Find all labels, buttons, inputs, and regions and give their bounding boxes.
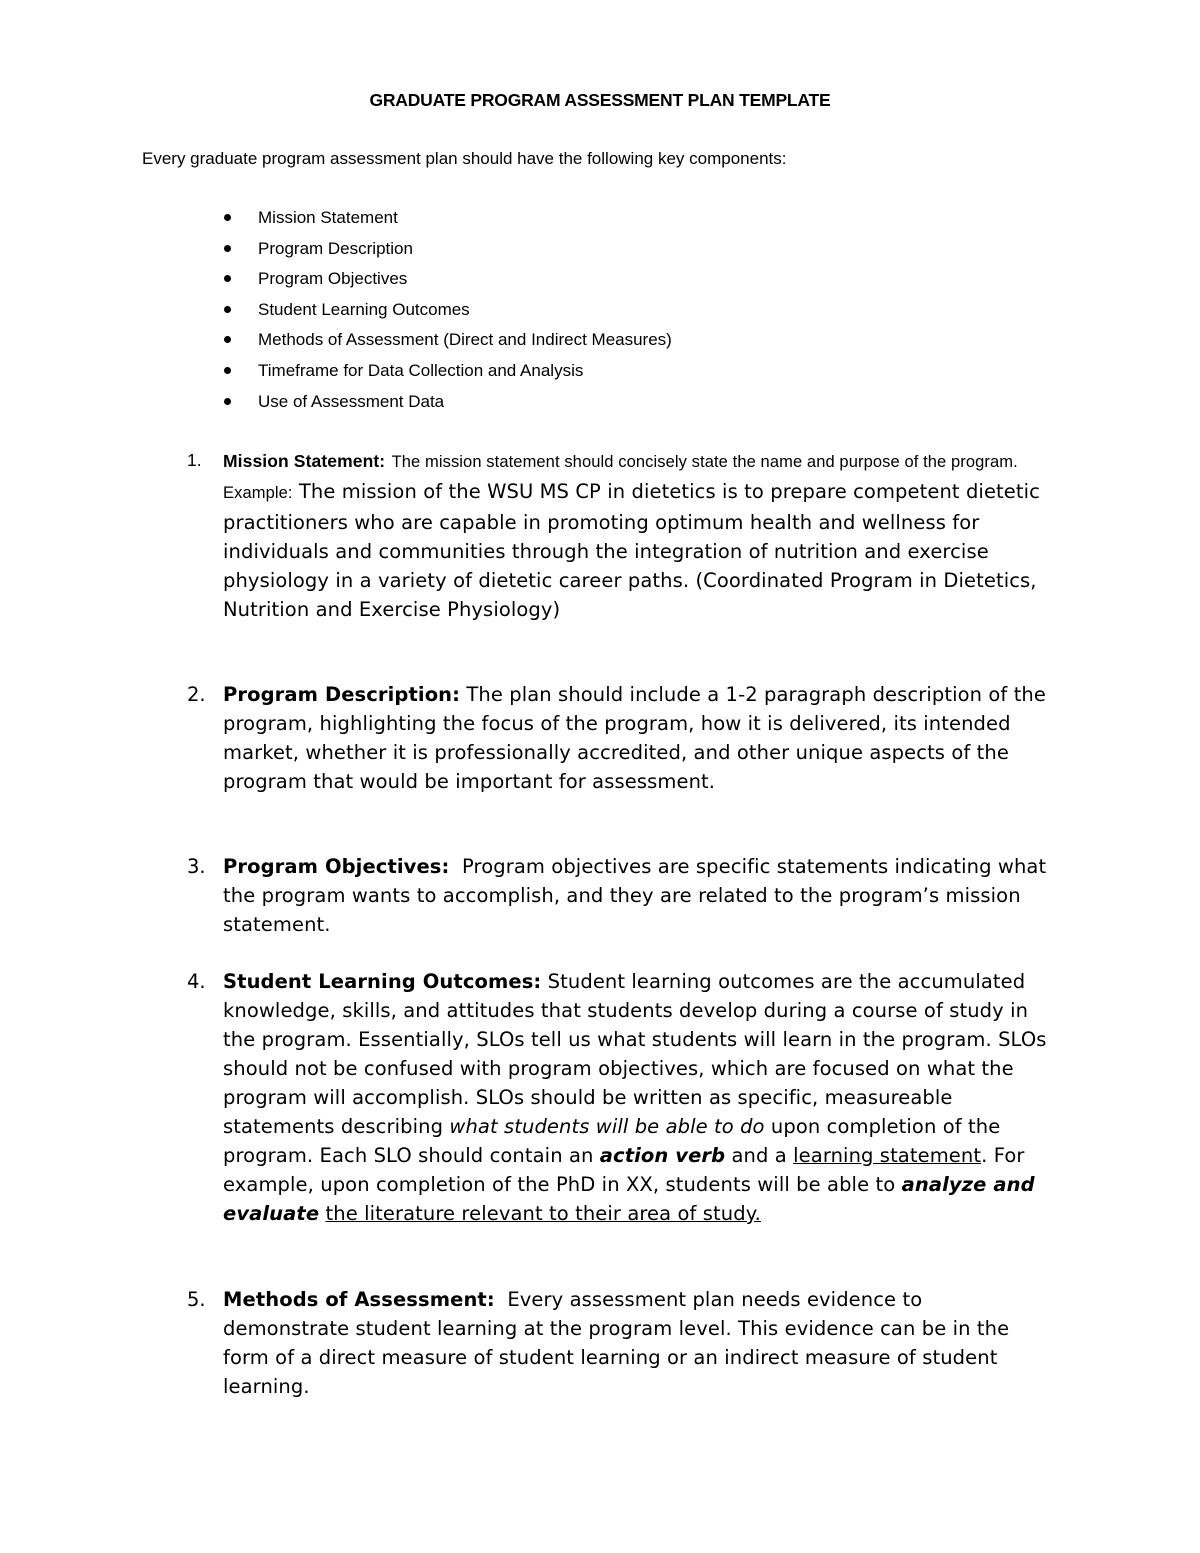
intro-text: Every graduate program assessment plan should have the following key components: [142, 149, 787, 168]
section-heading: Program Description: [223, 683, 461, 706]
list-item: Program Description [224, 236, 672, 267]
section-number: 3. [187, 855, 206, 878]
bullet-icon [224, 398, 231, 405]
bullet-icon [224, 245, 231, 252]
section-heading: Program Objectives: [223, 855, 450, 878]
list-item: Timeframe for Data Collection and Analysis [224, 358, 672, 389]
emphasis-text: analyze and evaluate [223, 1173, 1035, 1225]
bullet-icon [224, 214, 231, 221]
underlined-text: the literature relevant to their area of study. [325, 1202, 761, 1225]
section-body [223, 967, 1047, 1228]
section-text: The plan should include a 1-2 paragraph description of the program, highlighting the focus of the program, how it is delivered, its intended market, whether it is professionally accredited, and other unique aspects of the program that would be important for assessment. [223, 683, 1046, 793]
section-student-learning-outcomes [187, 967, 1047, 1228]
list-item: Program Objectives [224, 266, 672, 297]
section-program-description [187, 680, 1047, 796]
section-body [223, 446, 1047, 624]
section-body [223, 680, 1047, 796]
emphasis-text: what students will be able to do [449, 1115, 765, 1138]
bullet-icon [224, 367, 231, 374]
page-title: GRADUATE PROGRAM ASSESSMENT PLAN TEMPLATE [369, 90, 831, 110]
components-list [224, 205, 672, 419]
section-text: Student learning outcomes are the accumulated knowledge, skills, and attitudes that students develop during a course of study in the program. Essentially, SLOs tell us what students will learn in the program. SLOs should not be confused with program objectives, which are focused on what the program will accomplish. SLOs should be written as specific, measureable statements describing [223, 970, 1047, 1138]
section-body [223, 1285, 1047, 1401]
section-body [223, 852, 1047, 939]
section-number: 4. [187, 970, 206, 993]
section-example-text: The mission of the WSU MS CP in dietetics is to prepare competent dietetic practitioners who are capable in promoting optimum health and wellness for individuals and communities through the integration of nutrition and exercise physiology in a variety of dietetic career paths. (Coordinated Program in Dietetics, Nutrition and Exercise Physiology) [223, 480, 1040, 621]
list-item: Student Learning Outcomes [224, 297, 672, 328]
list-item: Mission Statement [224, 205, 672, 236]
list-item: Methods of Assessment (Direct and Indirect Measures) [224, 327, 672, 358]
bullet-icon [224, 336, 231, 343]
section-text: . For example, upon completion of the PhD in XX, students will be able to [223, 1144, 1025, 1196]
section-heading: Mission Statement: [223, 451, 386, 471]
section-text: Program objectives are specific statements indicating what the program wants to accomplish, and they are related to the program’s mission statement. [223, 855, 1047, 936]
list-item: Use of Assessment Data [224, 389, 672, 420]
section-mission-statement [187, 446, 1047, 624]
underlined-text: learning statement [793, 1144, 982, 1167]
section-number: 1. [187, 450, 202, 470]
section-lead: The mission statement should concisely state the name and purpose of the program. Example: [223, 453, 1018, 502]
bullet-icon [224, 306, 231, 313]
emphasis-text: action verb [599, 1144, 726, 1167]
section-number: 2. [187, 683, 206, 706]
section-heading: Student Learning Outcomes: [223, 970, 542, 993]
bullet-icon [224, 275, 231, 282]
section-program-objectives [187, 852, 1047, 939]
section-text: and a [731, 1144, 787, 1167]
section-methods-of-assessment [187, 1285, 1047, 1401]
section-heading: Methods of Assessment: [223, 1288, 495, 1311]
section-text: Every assessment plan needs evidence to demonstrate student learning at the program level. This evidence can be in the form of a direct measure of student learning or an indirect measure of student learning. [223, 1288, 1010, 1398]
section-number: 5. [187, 1288, 206, 1311]
section-text: upon completion of the program. Each SLO should contain an [223, 1115, 1001, 1167]
